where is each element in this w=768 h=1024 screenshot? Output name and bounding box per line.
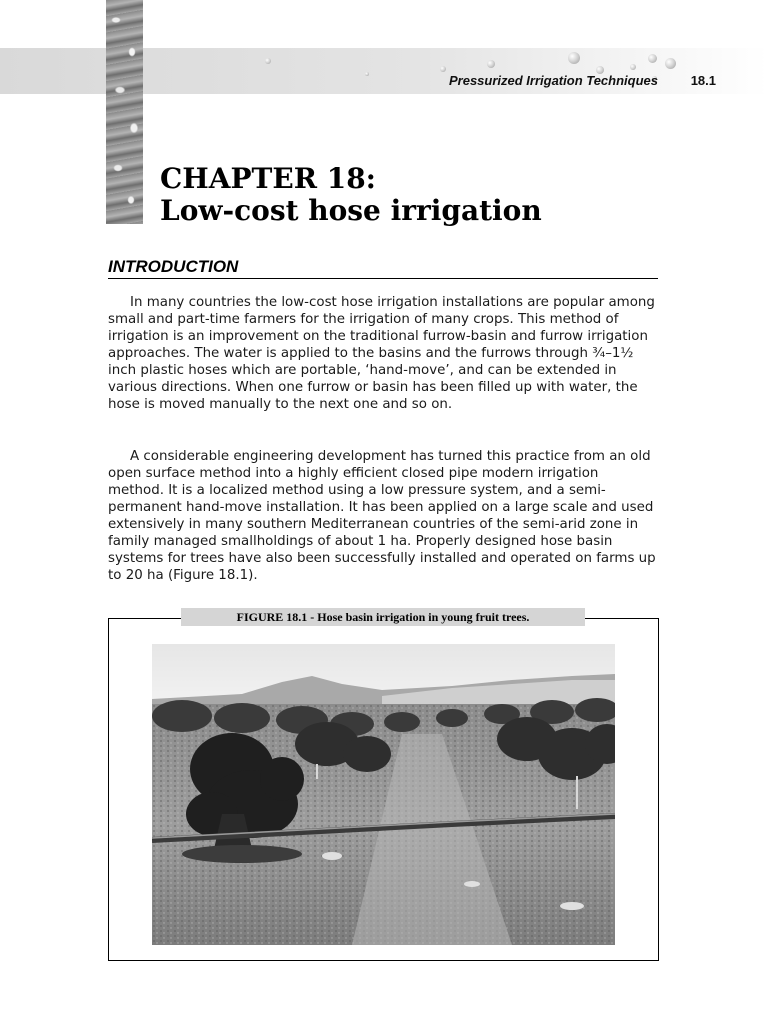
orchard-photo xyxy=(152,644,615,945)
water-drop-decoration xyxy=(568,52,580,64)
figure-caption: FIGURE 18.1 - Hose basin irrigation in young fruit trees. xyxy=(181,608,585,626)
water-drop-decoration xyxy=(365,72,369,76)
chapter-name: Low-cost hose irrigation xyxy=(160,194,542,227)
body-paragraph: A considerable engineering development has turned this practice from an old open surface method into a highly efficient closed pipe modern irrigation method. It is a localized method using a low pressure system, and a semi-permanent hand-move installation. It has been applied on a large scale and used extensively in many southern Mediterranean countries of the semi-arid zone in family managed smallholdings of about 1 ha. Properly designed hose basin systems for trees have also been successfully installed and operated on farms up to 20 ha (Figure 18.1). xyxy=(108,449,656,583)
chapter-title xyxy=(160,163,542,227)
water-drop-decoration xyxy=(487,60,495,68)
water-drop-decoration xyxy=(665,58,676,69)
page-number: 18.1 xyxy=(690,73,716,88)
section-heading: INTRODUCTION xyxy=(108,256,658,279)
chapter-number: CHAPTER 18: xyxy=(160,162,377,195)
body-paragraph: In many countries the low-cost hose irrigation installations are popular among small and part-time farmers for the irrigation of many crops. This method of irrigation is an improvement on the traditional furrow-basin and furrow irrigation approaches. The water is applied to the basins and the furrows through ¾–1½ inch plastic hoses which are portable, ‘hand-move’, and can be extended in various directions. When one furrow or basin has been filled up with water, the hose is moved manually to the next one and so on. xyxy=(108,295,655,412)
running-header-title: Pressurized Irrigation Techniques xyxy=(448,73,658,88)
water-drop-decoration xyxy=(265,58,271,64)
water-drop-decoration xyxy=(630,64,636,70)
water-texture-strip xyxy=(106,0,143,224)
water-drop-decoration xyxy=(648,54,657,63)
water-drop-decoration xyxy=(440,66,446,72)
